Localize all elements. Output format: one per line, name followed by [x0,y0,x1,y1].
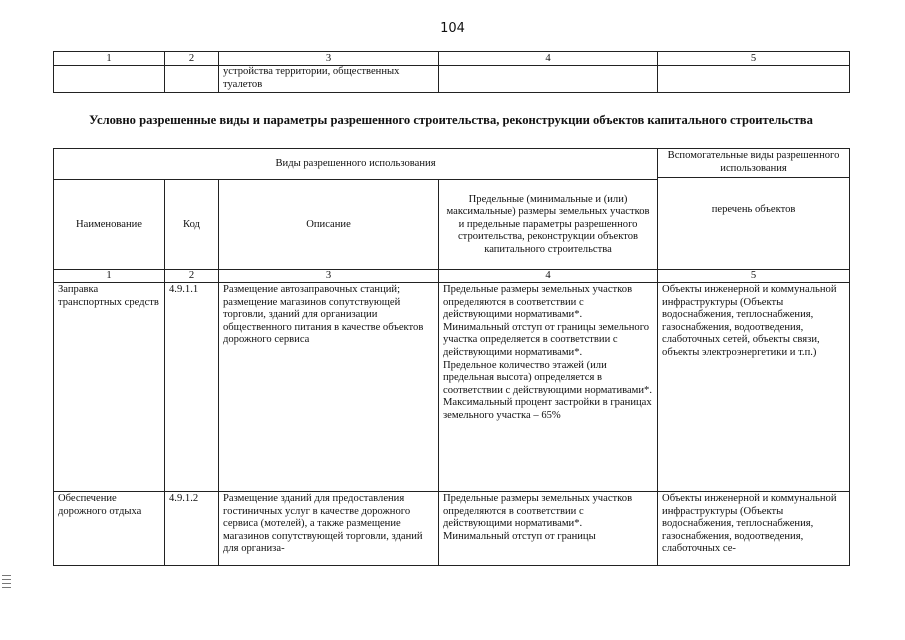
column-number: 1 [54,52,165,66]
code-cell [165,66,219,93]
name-cell [54,66,165,93]
permitted-use-table [53,148,850,566]
table-row [54,492,850,566]
column-number: 2 [165,270,219,283]
column-number: 5 [658,52,850,66]
column-number: 2 [165,52,219,66]
page-number: 104 [440,21,465,36]
header-parameters: Предельные (минимальные и (или) максимальные) размеры земельных участков и предельные параметры разрешенного строительства, реконструкции объектов капитального строительства [439,180,658,270]
aux-list-header: перечень объектов [711,204,796,216]
table-row [54,283,850,492]
parameter-line: Предельные размеры земельных участков определяются в соответствии с действующими нормативами*. [443,284,633,321]
column-number: 3 [219,270,439,283]
description-cell: Размещение автозаправочных станций; размещение магазинов сопутствующей торговли, зданий для организации общественного питания в качестве объектов дорожного сервиса [219,283,439,492]
parameter-line: Минимальный отступ от границы [443,530,596,542]
continued-table [53,51,850,93]
aux-cell: Объекты инженерной и коммунальной инфраструктуры (Объекты водоснабжения, теплоснабжения, газоснабжения, водоотведения, слаботочных сетей, объекты связи, объекты электроэнергетики и т.п.) [658,283,850,492]
parameter-line: Предельное количество этажей (или предельная высота) определяется в соответствии с действующими нормативами*. [443,359,652,396]
column-number: 4 [439,52,658,66]
header-code: Код [165,180,219,270]
aux-group-header: Вспомогательные виды разрешенного использования [667,150,840,174]
description-cell: Размещение зданий для предоставления гостиничных услуг в качестве дорожного сервиса (мотелей), а также размещение магазинов сопутствующей торговли, зданий для организа- [219,492,439,566]
parameter-line: Максимальный процент застройки в границах земельного участка – 65% [443,397,652,421]
margin-mark [2,575,11,591]
code-cell: 4.9.1.2 [165,492,219,566]
column-number-row [54,52,850,66]
header-name: Наименование [54,180,165,270]
name-cell: Заправка транспортных средств [54,283,165,492]
parameters-cell [439,492,658,566]
parameters-cell [439,283,658,492]
group-header: Виды разрешенного использования [54,149,658,180]
description-cell: устройства территории, общественных туалетов [219,66,439,93]
aux-cell: Объекты инженерной и коммунальной инфраструктуры (Объекты водоснабжения, теплоснабжения, газоснабжения, водоотведения, слаботочных се- [658,492,850,566]
aux-cell [658,66,850,93]
table-row [54,66,850,93]
parameter-line: Предельные размеры земельных участков определяются в соответствии с действующими нормативами*. [443,493,633,530]
name-cell: Обеспечение дорожного отдыха [54,492,165,566]
group-header-row [54,149,850,180]
column-number-row [54,270,850,283]
parameters-cell [439,66,658,93]
header-divider [658,177,849,178]
column-number: 1 [54,270,165,283]
column-number: 4 [439,270,658,283]
column-number: 5 [658,270,850,283]
code-cell: 4.9.1.1 [165,283,219,492]
aux-header-cell [658,149,850,270]
parameter-line: Минимальный отступ от границы земельного участка определяется в соответствии с действующими нормативами*. [443,321,650,358]
section-title: Условно разрешенные виды и параметры разрешенного строительства, реконструкции объектов капитального строительства [89,113,813,127]
header-description: Описание [219,180,439,270]
column-number: 3 [219,52,439,66]
